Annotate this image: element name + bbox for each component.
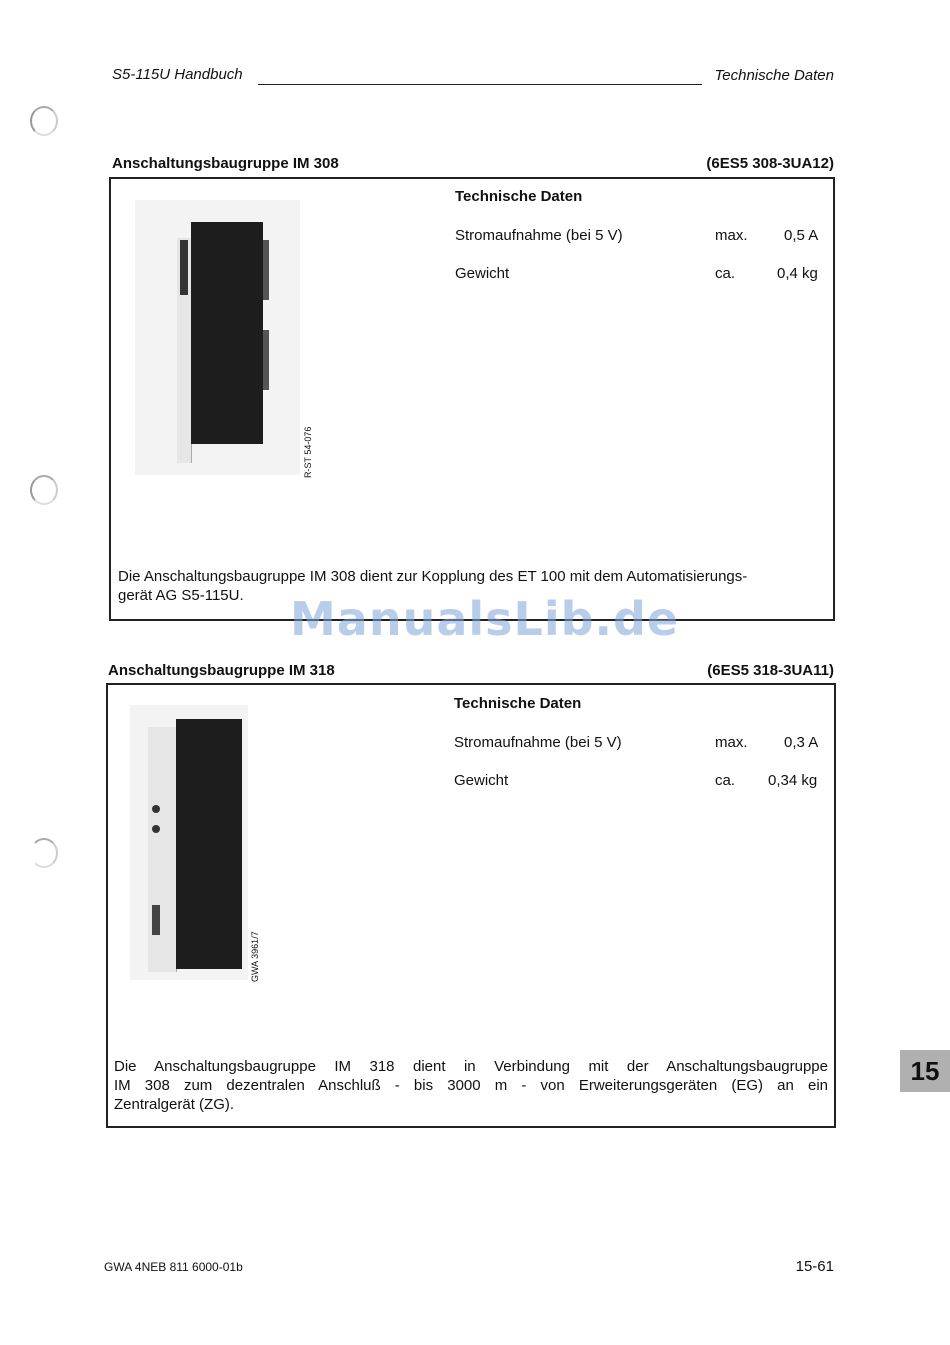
punch-hole xyxy=(30,106,58,136)
circuit-board xyxy=(191,222,263,444)
tech-data-title: Technische Daten xyxy=(455,188,583,205)
photo-code: GWA 3961/7 xyxy=(250,931,260,982)
chapter-tab: 15 xyxy=(900,1050,950,1092)
spec-label: Gewicht xyxy=(455,265,510,282)
spec-label: Gewicht xyxy=(454,772,509,789)
spec-value: 0,34 kg xyxy=(768,772,818,789)
order-number: (6ES5 308-3UA12) xyxy=(706,155,834,172)
spec-qualifier: ca. xyxy=(715,265,736,282)
module-photo xyxy=(130,705,248,980)
order-number: (6ES5 318-3UA11) xyxy=(707,662,834,679)
spec-value: 0,5 A xyxy=(784,227,819,244)
spec-qualifier: max. xyxy=(715,227,748,244)
description-line: IM 308 zum dezentralen Anschluß - bis 3000 m - von Erweiterungsgeräten (EG) an ein xyxy=(114,1077,828,1094)
photo-code: R-ST 54-076 xyxy=(303,426,313,478)
led xyxy=(152,825,160,833)
punch-hole xyxy=(30,475,58,505)
connector xyxy=(263,240,269,300)
spec-label: Stromaufnahme (bei 5 V) xyxy=(454,734,622,751)
connector xyxy=(152,905,160,935)
spec-qualifier: ca. xyxy=(715,772,736,789)
punch-hole xyxy=(30,838,58,868)
front-rail xyxy=(148,727,177,972)
module-description xyxy=(114,1057,828,1114)
header-left: S5-115U Handbuch xyxy=(112,66,243,83)
section-title: Anschaltungsbaugruppe IM 308 xyxy=(112,155,339,172)
footer-doc-number: GWA 4NEB 811 6000-01b xyxy=(104,1260,243,1274)
section-title: Anschaltungsbaugruppe IM 318 xyxy=(108,662,335,679)
circuit-board xyxy=(176,719,242,969)
description-line: Die Anschaltungsbaugruppe IM 318 dient in Verbindung mit der Anschaltungsbaugruppe xyxy=(114,1058,828,1075)
spec-label: Stromaufnahme (bei 5 V) xyxy=(455,227,623,244)
description-line: Die Anschaltungsbaugruppe IM 308 dient zur Kopplung des ET 100 mit dem Automatisierungs- xyxy=(118,568,748,585)
header-right: Technische Daten xyxy=(714,67,834,84)
description-line: gerät AG S5-115U. xyxy=(118,587,244,604)
led xyxy=(152,805,160,813)
spec-value: 0,4 kg xyxy=(777,265,818,282)
connector xyxy=(263,330,269,390)
spec-value: 0,3 A xyxy=(784,734,819,751)
tech-data-title: Technische Daten xyxy=(454,695,582,712)
header-rule xyxy=(258,84,702,85)
spec-qualifier: max. xyxy=(715,734,748,751)
page-number: 15-61 xyxy=(795,1258,834,1275)
watermark: ManualsLib.de xyxy=(290,592,680,646)
led-strip xyxy=(180,240,188,295)
description-line: Zentralgerät (ZG). xyxy=(114,1096,235,1113)
module-photo xyxy=(135,200,300,475)
